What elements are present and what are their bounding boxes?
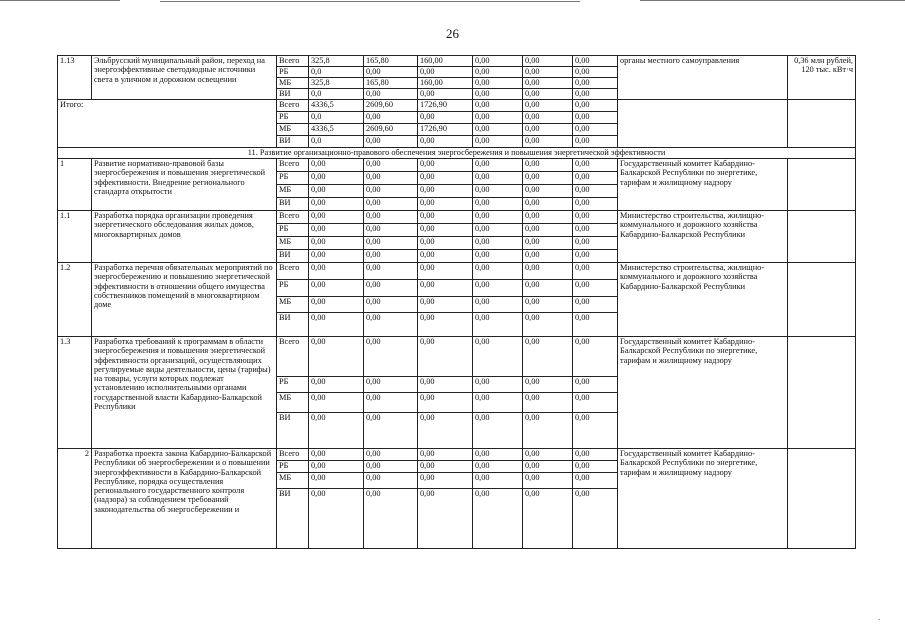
measure-name: Эльбрусский муниципальный район, переход на энергоэффективные светодиодные источники света в уличном и дорожном освещении — [92, 56, 277, 100]
funding-value: 0,00 — [364, 237, 418, 250]
funding-source: РБ — [277, 461, 309, 473]
funding-value: 0,00 — [418, 89, 473, 100]
funding-value: 0,00 — [364, 112, 418, 124]
funding-value: 0,00 — [473, 172, 523, 185]
measure-number: 2 — [58, 449, 92, 549]
funding-source: РБ — [277, 280, 309, 297]
funding-value: 0,00 — [573, 393, 618, 413]
funding-value: 0,00 — [573, 89, 618, 100]
funding-value: 325,8 — [309, 78, 364, 89]
funding-value: 0,00 — [573, 297, 618, 313]
funding-value: 0,00 — [523, 124, 573, 136]
funding-value: 0,00 — [573, 413, 618, 449]
funding-value: 1726,90 — [418, 124, 473, 136]
funding-source: МБ — [277, 237, 309, 250]
funding-value: 0,00 — [573, 250, 618, 263]
funding-value: 0,00 — [309, 263, 364, 280]
funding-value: 0,00 — [418, 112, 473, 124]
funding-value: 2609,60 — [364, 100, 418, 112]
funding-value: 0,00 — [309, 198, 364, 211]
funding-value: 0,00 — [473, 337, 523, 377]
funding-source: МБ — [277, 124, 309, 136]
funding-value: 0,00 — [364, 263, 418, 280]
executor — [618, 100, 788, 148]
funding-value: 0,00 — [418, 198, 473, 211]
funding-source: Всего — [277, 449, 309, 461]
funding-value: 0,00 — [418, 67, 473, 78]
funding-value: 0,00 — [364, 313, 418, 337]
funding-source: ВИ — [277, 413, 309, 449]
funding-value: 0,00 — [309, 159, 364, 172]
executor: Государственный комитет Кабардино-Балкарской Республики по энергетике, тарифам и жилищному надзору — [618, 449, 788, 549]
funding-value: 0,00 — [309, 280, 364, 297]
funding-value: 0,00 — [473, 112, 523, 124]
funding-value: 0,00 — [523, 393, 573, 413]
funding-value: 0,00 — [309, 313, 364, 337]
funding-value: 0,00 — [573, 112, 618, 124]
expected-effect: 0,36 млн рублей, 120 тыс. кВт·ч — [788, 56, 856, 100]
funding-value: 0,00 — [573, 56, 618, 67]
funding-value: 0,00 — [573, 263, 618, 280]
funding-value: 160,00 — [418, 56, 473, 67]
funding-value: 0,00 — [309, 337, 364, 377]
funding-value: 0,00 — [309, 413, 364, 449]
funding-value: 0,0 — [309, 67, 364, 78]
funding-value: 0,00 — [309, 489, 364, 549]
funding-value: 0,00 — [573, 124, 618, 136]
funding-value: 0,00 — [523, 198, 573, 211]
table-row — [58, 211, 856, 224]
funding-value: 0,00 — [418, 159, 473, 172]
expected-effect — [788, 159, 856, 211]
funding-value: 0,00 — [418, 297, 473, 313]
expected-effect — [788, 263, 856, 337]
expected-effect — [788, 449, 856, 549]
expected-effect — [788, 211, 856, 263]
funding-source: МБ — [277, 393, 309, 413]
funding-value: 0,00 — [309, 237, 364, 250]
section-row — [58, 148, 856, 159]
funding-source: ВИ — [277, 89, 309, 100]
funding-value: 0,00 — [309, 211, 364, 224]
funding-value: 4336,5 — [309, 100, 364, 112]
funding-value: 0,00 — [418, 393, 473, 413]
funding-value: 0,00 — [573, 377, 618, 393]
funding-value: 0,00 — [523, 297, 573, 313]
funding-value: 0,00 — [573, 198, 618, 211]
funding-value: 0,00 — [523, 224, 573, 237]
funding-value: 0,00 — [523, 211, 573, 224]
table-row — [58, 100, 856, 112]
funding-value: 0,00 — [523, 489, 573, 549]
total-label: Итого: — [58, 100, 277, 148]
funding-value: 0,00 — [523, 263, 573, 280]
funding-value: 0,00 — [523, 159, 573, 172]
funding-source: ВИ — [277, 198, 309, 211]
funding-value: 0,00 — [573, 185, 618, 198]
funding-source: РБ — [277, 112, 309, 124]
funding-value: 0,00 — [418, 449, 473, 461]
funding-value: 0,00 — [573, 489, 618, 549]
funding-value: 0,00 — [523, 250, 573, 263]
funding-value: 0,00 — [418, 250, 473, 263]
funding-value: 0,00 — [473, 89, 523, 100]
funding-value: 0,00 — [309, 473, 364, 489]
funding-value: 0,00 — [573, 172, 618, 185]
funding-value: 0,00 — [473, 198, 523, 211]
funding-value: 0,00 — [418, 237, 473, 250]
funding-value: 0,00 — [523, 461, 573, 473]
funding-source: ВИ — [277, 250, 309, 263]
executor: Государственный комитет Кабардино-Балкарской Республики по энергетике, тарифам и жилищному надзору — [618, 159, 788, 211]
funding-value: 0,00 — [473, 473, 523, 489]
funding-value: 0,00 — [473, 297, 523, 313]
funding-value: 0,00 — [523, 377, 573, 393]
funding-value: 0,00 — [473, 67, 523, 78]
scan-top-line-mid — [160, 1, 580, 2]
page-number: 26 — [446, 26, 459, 41]
funding-value: 0,00 — [364, 67, 418, 78]
funding-value: 0,00 — [523, 67, 573, 78]
funding-source: Всего — [277, 211, 309, 224]
funding-value: 0,00 — [473, 224, 523, 237]
executor: органы местного самоуправления — [618, 56, 788, 100]
funding-source: РБ — [277, 67, 309, 78]
funding-value: 0,00 — [573, 237, 618, 250]
funding-value: 0,00 — [364, 393, 418, 413]
section-title: 11. Развитие организационно-правового обеспечения энергосбережения и повышения энергетической эффективности — [58, 148, 856, 159]
funding-value: 0,00 — [418, 473, 473, 489]
funding-value: 0,00 — [473, 211, 523, 224]
funding-source: МБ — [277, 473, 309, 489]
measure-name: Развитие нормативно-правовой базы энергосбережения и повышения энергетической эффективности. Внедрение регионального стандарта открытости — [92, 159, 277, 211]
funding-value: 0,00 — [309, 172, 364, 185]
funding-value: 2609,60 — [364, 124, 418, 136]
measure-number: 1.13 — [58, 56, 92, 100]
funding-value: 0,00 — [473, 124, 523, 136]
funding-source: ВИ — [277, 136, 309, 148]
funding-value: 0,00 — [364, 198, 418, 211]
funding-value: 0,00 — [364, 337, 418, 377]
funding-value: 0,00 — [364, 250, 418, 263]
funding-value: 165,80 — [364, 78, 418, 89]
funding-value: 0,00 — [364, 136, 418, 148]
funding-value: 325,8 — [309, 56, 364, 67]
funding-value: 0,00 — [523, 313, 573, 337]
funding-value: 0,0 — [309, 136, 364, 148]
funding-value: 0,00 — [523, 280, 573, 297]
measure-name: Разработка перечня обязательных мероприятий по энергосбережению и повышению энергетической эффективности в отношении общего имущества собственников помещений в многоквартирном доме — [92, 263, 277, 337]
funding-value: 0,00 — [473, 136, 523, 148]
funding-value: 0,00 — [523, 78, 573, 89]
funding-value: 0,00 — [473, 413, 523, 449]
funding-value: 0,00 — [364, 280, 418, 297]
table-row — [58, 263, 856, 280]
funding-value: 0,00 — [364, 473, 418, 489]
funding-value: 0,00 — [523, 112, 573, 124]
funding-value: 0,00 — [523, 185, 573, 198]
funding-value: 0,00 — [473, 313, 523, 337]
measure-number: 1.1 — [58, 211, 92, 263]
funding-value: 0,00 — [309, 449, 364, 461]
funding-value: 0,00 — [473, 449, 523, 461]
measure-name: Разработка порядка организации проведения энергетического обследования жилых домов, многоквартирных домов — [92, 211, 277, 263]
measure-name: Разработка проекта закона Кабардино-Балкарской Республики об энергосбережении и о повышении энергоэффективности в Кабардино-Балкарской Республике, порядка осуществления регионального государственного контроля (надзора) за соблюдением требований законодательства об энергосбережении и — [92, 449, 277, 549]
funding-value: 0,00 — [573, 224, 618, 237]
measure-number: 1 — [58, 159, 92, 211]
measures-table — [57, 55, 856, 549]
funding-value: 0,00 — [364, 413, 418, 449]
table-row — [58, 159, 856, 172]
funding-source: МБ — [277, 185, 309, 198]
funding-source: ВИ — [277, 489, 309, 549]
funding-value: 0,00 — [418, 413, 473, 449]
funding-value: 0,00 — [309, 393, 364, 413]
funding-value: 0,00 — [364, 297, 418, 313]
funding-source: Всего — [277, 159, 309, 172]
funding-value: 0,00 — [309, 185, 364, 198]
funding-value: 0,00 — [523, 100, 573, 112]
funding-value: 0,00 — [573, 159, 618, 172]
funding-source: МБ — [277, 78, 309, 89]
funding-value: 0,0 — [309, 89, 364, 100]
funding-value: 0,00 — [523, 136, 573, 148]
funding-value: 0,00 — [523, 56, 573, 67]
funding-value: 0,00 — [418, 337, 473, 377]
executor: Государственный комитет Кабардино-Балкарской Республики по энергетике, тарифам и жилищному надзору — [618, 337, 788, 449]
funding-value: 0,00 — [523, 413, 573, 449]
funding-value: 0,00 — [523, 237, 573, 250]
funding-source: РБ — [277, 224, 309, 237]
funding-value: 0,00 — [473, 159, 523, 172]
funding-value: 0,00 — [364, 224, 418, 237]
funding-value: 0,00 — [309, 297, 364, 313]
funding-value: 0,00 — [473, 100, 523, 112]
funding-value: 0,00 — [473, 78, 523, 89]
measure-number: 1.3 — [58, 337, 92, 449]
funding-source: ВИ — [277, 313, 309, 337]
measure-number: 1.2 — [58, 263, 92, 337]
funding-value: 165,80 — [364, 56, 418, 67]
scan-speck: . — [878, 612, 881, 622]
funding-value: 0,00 — [364, 461, 418, 473]
scan-top-line-left — [0, 0, 120, 1]
funding-value: 0,00 — [364, 211, 418, 224]
funding-value: 0,00 — [573, 449, 618, 461]
expected-effect — [788, 100, 856, 148]
funding-value: 160,00 — [418, 78, 473, 89]
funding-value: 0,00 — [473, 377, 523, 393]
executor: Министерство строительства, жилищно-коммунального и дорожного хозяйства Кабардино-Балкарской Республики — [618, 211, 788, 263]
funding-value: 0,00 — [364, 185, 418, 198]
funding-value: 0,00 — [473, 56, 523, 67]
funding-source: РБ — [277, 172, 309, 185]
funding-value: 0,00 — [573, 473, 618, 489]
funding-value: 0,00 — [418, 461, 473, 473]
funding-value: 0,00 — [573, 78, 618, 89]
funding-value: 0,00 — [364, 89, 418, 100]
table-row — [58, 56, 856, 67]
funding-value: 0,00 — [473, 263, 523, 280]
funding-value: 0,00 — [573, 100, 618, 112]
funding-value: 4336,5 — [309, 124, 364, 136]
funding-value: 0,00 — [473, 185, 523, 198]
funding-value: 0,00 — [309, 461, 364, 473]
funding-value: 0,00 — [573, 136, 618, 148]
funding-value: 0,00 — [573, 461, 618, 473]
funding-value: 0,00 — [364, 449, 418, 461]
funding-value: 0,00 — [309, 224, 364, 237]
measure-name: Разработка требований к программам в области энергосбережения и повышения энергетической эффективности организаций, осуществляющих регулируемые виды деятельности, цены (тарифы) на товары, услуги которых подлежат установлению исполнительными органами государственной власти Кабардино-Балкарской Республики — [92, 337, 277, 449]
funding-value: 0,00 — [418, 185, 473, 198]
funding-value: 0,00 — [418, 211, 473, 224]
table-row — [58, 337, 856, 377]
funding-value: 0,00 — [473, 280, 523, 297]
funding-value: 0,00 — [473, 461, 523, 473]
funding-value: 0,00 — [473, 489, 523, 549]
funding-value: 0,00 — [573, 211, 618, 224]
funding-value: 1726,90 — [418, 100, 473, 112]
funding-value: 0,00 — [418, 377, 473, 393]
funding-value: 0,00 — [473, 237, 523, 250]
funding-value: 0,00 — [573, 313, 618, 337]
funding-value: 0,00 — [309, 250, 364, 263]
funding-value: 0,00 — [523, 473, 573, 489]
funding-value: 0,00 — [364, 489, 418, 549]
executor: Министерство строительства, жилищно-коммунального и дорожного хозяйства Кабардино-Балкарской Республики — [618, 263, 788, 337]
expected-effect — [788, 337, 856, 449]
funding-value: 0,00 — [573, 280, 618, 297]
funding-value: 0,00 — [573, 67, 618, 78]
funding-value: 0,00 — [418, 489, 473, 549]
funding-value: 0,00 — [364, 172, 418, 185]
funding-value: 0,00 — [418, 280, 473, 297]
funding-value: 0,00 — [418, 263, 473, 280]
funding-source: Всего — [277, 100, 309, 112]
scan-top-line-right — [640, 0, 905, 1]
funding-source: Всего — [277, 263, 309, 280]
table-row — [58, 449, 856, 461]
funding-value: 0,00 — [309, 377, 364, 393]
funding-value: 0,00 — [523, 89, 573, 100]
funding-source: МБ — [277, 297, 309, 313]
funding-value: 0,00 — [523, 449, 573, 461]
funding-value: 0,00 — [418, 136, 473, 148]
funding-value: 0,00 — [573, 337, 618, 377]
funding-source: РБ — [277, 377, 309, 393]
funding-value: 0,0 — [309, 112, 364, 124]
funding-value: 0,00 — [418, 313, 473, 337]
funding-source: Всего — [277, 56, 309, 67]
funding-value: 0,00 — [418, 172, 473, 185]
funding-value: 0,00 — [473, 393, 523, 413]
funding-source: Всего — [277, 337, 309, 377]
funding-value: 0,00 — [364, 159, 418, 172]
funding-value: 0,00 — [364, 377, 418, 393]
funding-value: 0,00 — [523, 172, 573, 185]
funding-value: 0,00 — [473, 250, 523, 263]
funding-value: 0,00 — [418, 224, 473, 237]
funding-value: 0,00 — [523, 337, 573, 377]
